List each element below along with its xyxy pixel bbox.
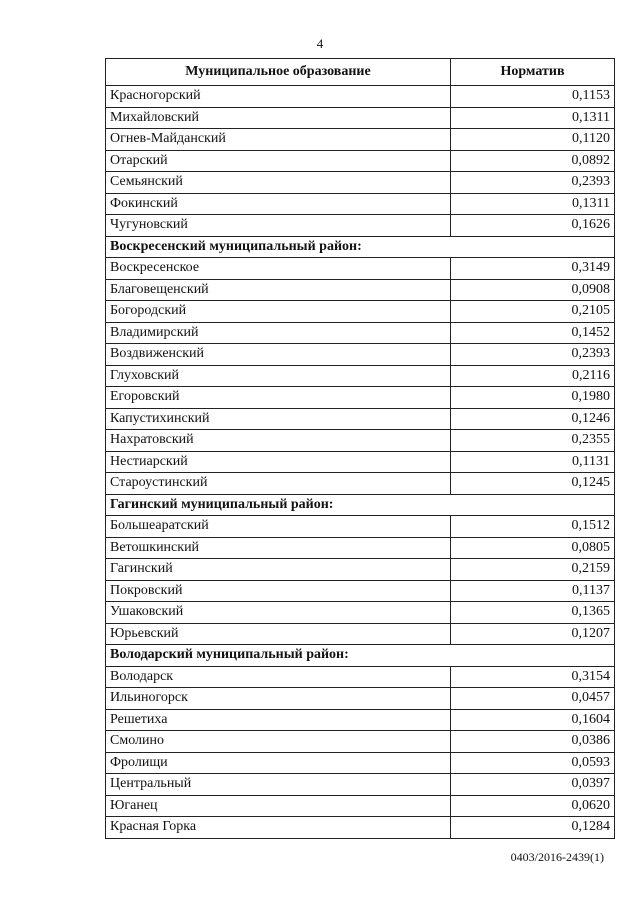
table-row (106, 86, 615, 108)
municipality-name: Огнев-Майданский (106, 129, 451, 151)
norm-value: 0,0457 (451, 688, 615, 710)
table-row (106, 731, 615, 753)
norm-value: 0,1207 (451, 623, 615, 645)
norm-value: 0,1131 (451, 451, 615, 473)
document-code: 0403/2016-2439(1) (510, 850, 604, 864)
municipality-name: Красногорский (106, 86, 451, 108)
municipality-name: Гагинский (106, 559, 451, 581)
norm-value: 0,2355 (451, 430, 615, 452)
table-row (106, 537, 615, 559)
table-row (106, 516, 615, 538)
municipality-name: Капустихинский (106, 408, 451, 430)
table-row (106, 451, 615, 473)
table-row (106, 129, 615, 151)
norm-value: 0,1246 (451, 408, 615, 430)
norm-value: 0,0805 (451, 537, 615, 559)
table-header-row (106, 59, 615, 86)
table-row (106, 473, 615, 495)
district-name: Гагинский муниципальный район: (106, 494, 615, 516)
district-header-row (106, 645, 615, 667)
norm-value: 0,1512 (451, 516, 615, 538)
column-header-norm: Норматив (451, 59, 615, 86)
table-row (106, 408, 615, 430)
table-row (106, 623, 615, 645)
table-row (106, 559, 615, 581)
norm-value: 0,1980 (451, 387, 615, 409)
table-row (106, 365, 615, 387)
norm-value: 0,1604 (451, 709, 615, 731)
column-header-municipality: Муниципальное образование (106, 59, 451, 86)
table-row (106, 580, 615, 602)
norm-value: 0,1245 (451, 473, 615, 495)
municipality-name: Фокинский (106, 193, 451, 215)
norm-value: 0,2393 (451, 172, 615, 194)
district-header-row (106, 494, 615, 516)
table-row (106, 795, 615, 817)
district-header-row (106, 236, 615, 258)
norm-value: 0,1137 (451, 580, 615, 602)
table-row (106, 322, 615, 344)
municipality-name: Покровский (106, 580, 451, 602)
norm-value: 0,0908 (451, 279, 615, 301)
municipality-name: Центральный (106, 774, 451, 796)
table-row (106, 150, 615, 172)
municipality-name: Богородский (106, 301, 451, 323)
norm-value: 0,1365 (451, 602, 615, 624)
norm-value: 0,1153 (451, 86, 615, 108)
municipality-name: Нахратовский (106, 430, 451, 452)
municipality-name: Чугуновский (106, 215, 451, 237)
table-row (106, 387, 615, 409)
norm-value: 0,1120 (451, 129, 615, 151)
norm-value: 0,0620 (451, 795, 615, 817)
municipality-name: Староустинский (106, 473, 451, 495)
municipality-name: Большеаратский (106, 516, 451, 538)
table-row (106, 107, 615, 129)
table-row (106, 344, 615, 366)
table-row (106, 817, 615, 839)
norm-value: 0,3154 (451, 666, 615, 688)
municipality-name: Красная Горка (106, 817, 451, 839)
norm-value: 0,2116 (451, 365, 615, 387)
norm-value: 0,0386 (451, 731, 615, 753)
municipality-name: Благовещенский (106, 279, 451, 301)
municipality-name: Егоровский (106, 387, 451, 409)
norms-table (105, 58, 615, 839)
municipality-name: Отарский (106, 150, 451, 172)
table-row (106, 666, 615, 688)
municipality-name: Михайловский (106, 107, 451, 129)
municipality-name: Ветошкинский (106, 537, 451, 559)
municipality-name: Фролищи (106, 752, 451, 774)
table-body (106, 86, 615, 839)
table-row (106, 688, 615, 710)
norm-value: 0,0593 (451, 752, 615, 774)
table-row (106, 774, 615, 796)
municipality-name: Семьянский (106, 172, 451, 194)
norm-value: 0,1311 (451, 193, 615, 215)
norm-value: 0,2159 (451, 559, 615, 581)
municipality-name: Воскресенское (106, 258, 451, 280)
norm-value: 0,3149 (451, 258, 615, 280)
table-row (106, 279, 615, 301)
table-row (106, 602, 615, 624)
table-row (106, 752, 615, 774)
table-row (106, 215, 615, 237)
norm-value: 0,1284 (451, 817, 615, 839)
norm-value: 0,1626 (451, 215, 615, 237)
norm-value: 0,2105 (451, 301, 615, 323)
page-number: 4 (316, 36, 324, 51)
district-name: Володарский муниципальный район: (106, 645, 615, 667)
municipality-name: Юрьевский (106, 623, 451, 645)
municipality-name: Ушаковский (106, 602, 451, 624)
norm-value: 0,0397 (451, 774, 615, 796)
municipality-name: Воздвиженский (106, 344, 451, 366)
district-name: Воскресенский муниципальный район: (106, 236, 615, 258)
municipality-name: Володарск (106, 666, 451, 688)
municipality-name: Глуховский (106, 365, 451, 387)
municipality-name: Нестиарский (106, 451, 451, 473)
norm-value: 0,1452 (451, 322, 615, 344)
municipality-name: Решетиха (106, 709, 451, 731)
table-row (106, 709, 615, 731)
norm-value: 0,1311 (451, 107, 615, 129)
table-row (106, 193, 615, 215)
municipality-name: Юганец (106, 795, 451, 817)
municipality-name: Владимирский (106, 322, 451, 344)
municipality-name: Смолино (106, 731, 451, 753)
table-row (106, 301, 615, 323)
table-row (106, 430, 615, 452)
norm-value: 0,2393 (451, 344, 615, 366)
municipality-name: Ильиногорск (106, 688, 451, 710)
table-row (106, 258, 615, 280)
table-row (106, 172, 615, 194)
norm-value: 0,0892 (451, 150, 615, 172)
